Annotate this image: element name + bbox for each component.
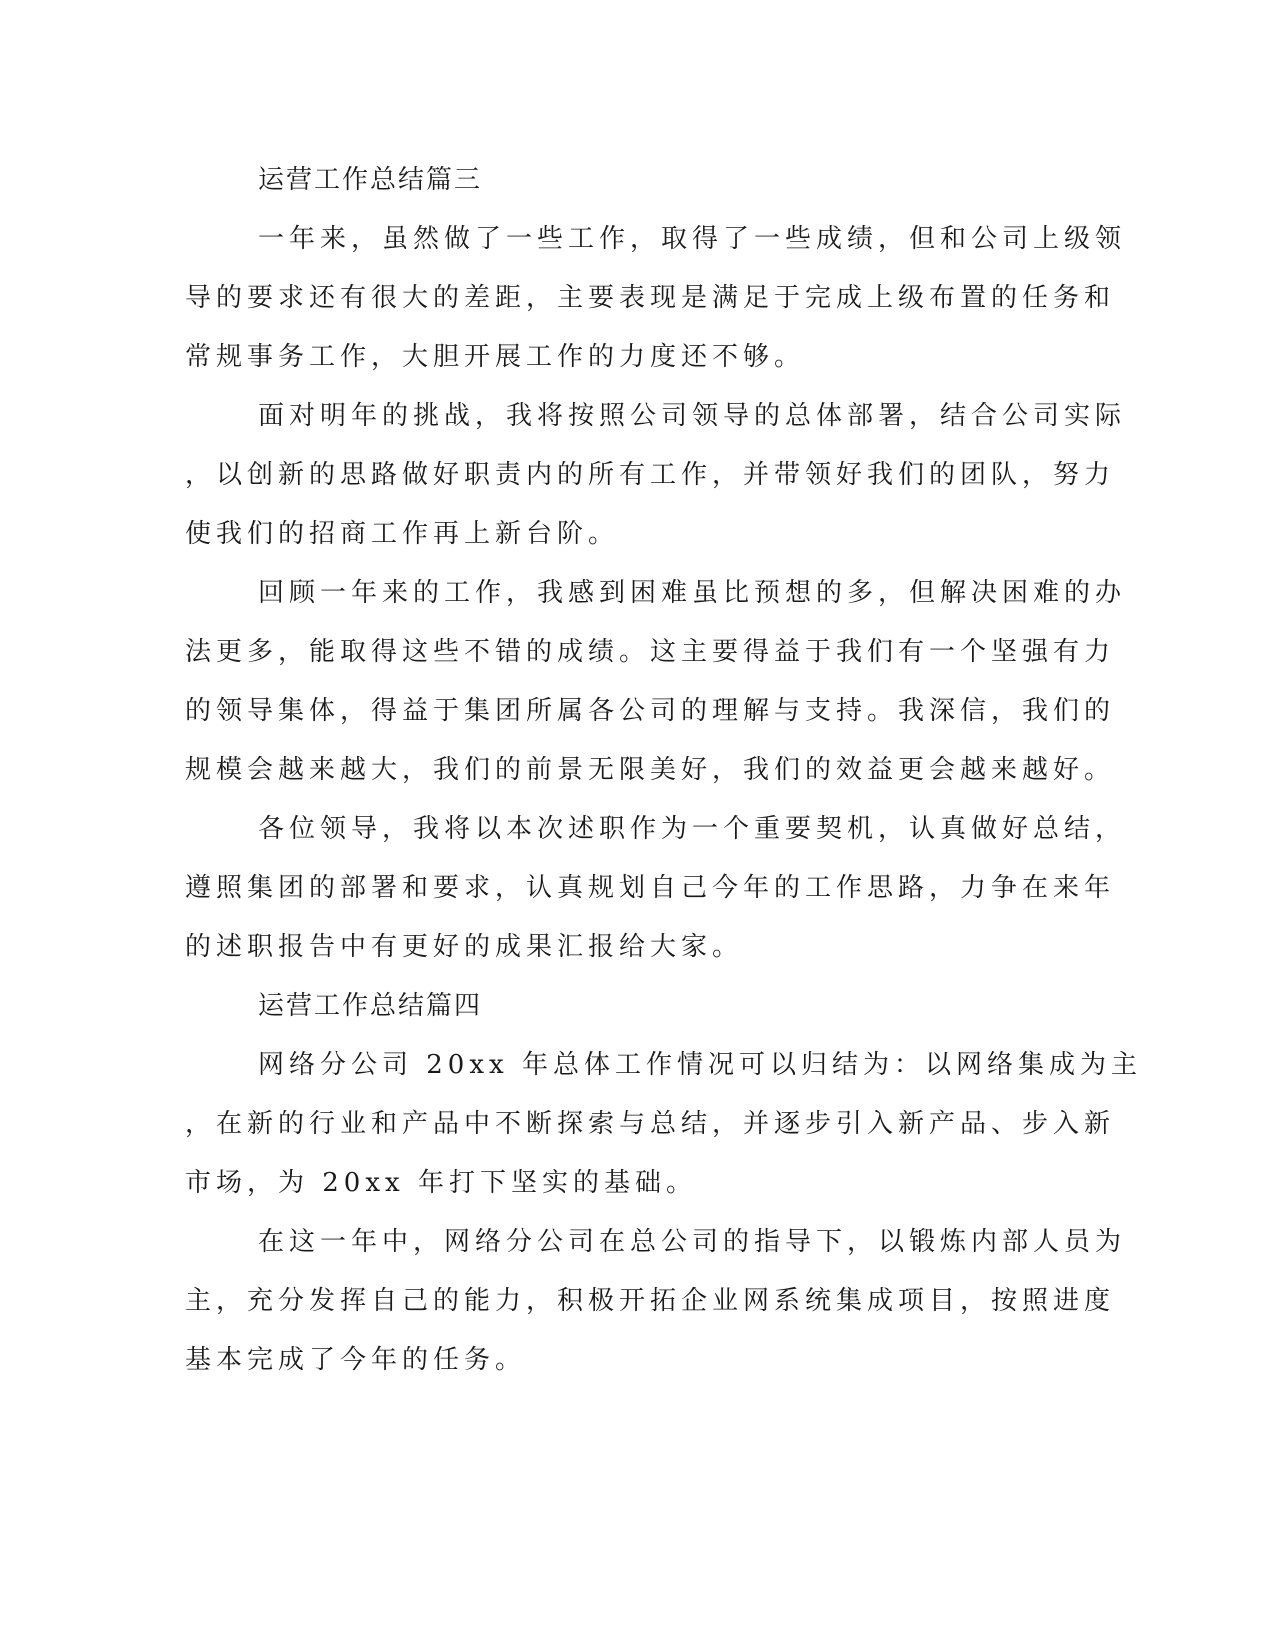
paragraph-line: 一年来，虽然做了一些工作，取得了一些成绩，但和公司上级领 — [258, 224, 1127, 254]
paragraph-line: 基本完成了今年的任务。 — [185, 1345, 527, 1375]
paragraph-line: 规模会越来越大，我们的前景无限美好，我们的效益更会越来越好。 — [185, 755, 1116, 785]
section-heading: 运营工作总结篇四 — [258, 991, 483, 1021]
paragraph-line: 各位领导，我将以本次述职作为一个重要契机，认真做好总结， — [258, 814, 1127, 844]
paragraph-line: 的领导集体，得益于集团所属各公司的理解与支持。我深信，我们的 — [185, 696, 1116, 726]
paragraph-line: 常规事务工作，大胆开展工作的力度还不够。 — [185, 342, 806, 372]
paragraph-line: 主，充分发挥自己的能力，积极开拓企业网系统集成项目，按照进度 — [185, 1286, 1116, 1316]
paragraph-line: 的述职报告中有更好的成果汇报给大家。 — [185, 932, 744, 962]
section-heading: 运营工作总结篇三 — [258, 165, 483, 195]
paragraph-line: 遵照集团的部署和要求，认真规划自己今年的工作思路，力争在来年 — [185, 873, 1116, 903]
paragraph-line: 导的要求还有很大的差距，主要表现是满足于完成上级布置的任务和 — [185, 283, 1116, 313]
paragraph-line: 法更多，能取得这些不错的成绩。这主要得益于我们有一个坚强有力 — [185, 637, 1116, 667]
paragraph-line: ，以创新的思路做好职责内的所有工作，并带领好我们的团队，努力 — [185, 460, 1116, 490]
paragraph-line: 使我们的招商工作再上新台阶。 — [185, 519, 620, 549]
paragraph-line: 面对明年的挑战，我将按照公司领导的总体部署，结合公司实际 — [258, 401, 1127, 431]
paragraph-line: 市场，为 20xx 年打下坚实的基础。 — [185, 1168, 697, 1198]
paragraph-line: 网络分公司 20xx 年总体工作情况可以归结为：以网络集成为主 — [258, 1050, 1142, 1080]
paragraph-line: 回顾一年来的工作，我感到困难虽比预想的多，但解决困难的办 — [258, 578, 1127, 608]
paragraph-line: 在这一年中，网络分公司在总公司的指导下，以锻炼内部人员为 — [258, 1227, 1127, 1257]
paragraph-line: ，在新的行业和产品中不断探索与总结，并逐步引入新产品、步入新 — [185, 1109, 1116, 1139]
